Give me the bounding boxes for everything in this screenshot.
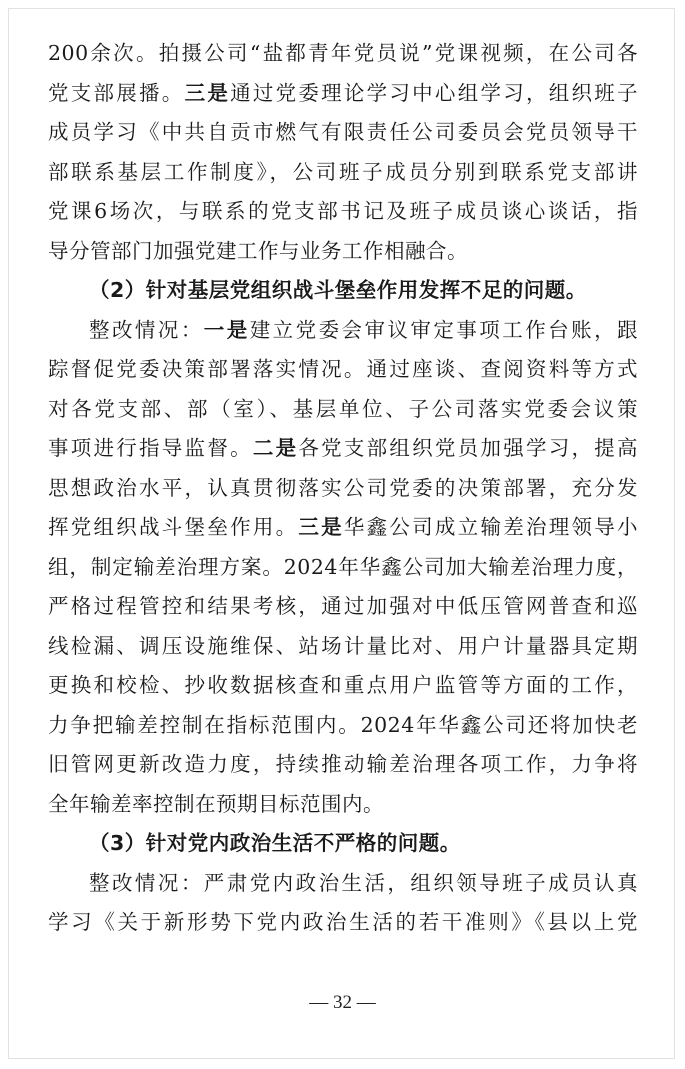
text-line xyxy=(48,587,638,627)
text-run: 思想政治水平，认真贯彻落实公司党委的决策部署，充分发 xyxy=(48,475,638,500)
text-line xyxy=(48,706,638,746)
bold-text-run: 三是 xyxy=(184,80,231,105)
text-line xyxy=(48,232,638,272)
text-line xyxy=(48,627,638,667)
bold-text-run: 三是 xyxy=(298,515,344,539)
text-run: 华鑫公司成立输差治理领导小 xyxy=(343,515,639,539)
text-run: 党支部展播。 xyxy=(48,80,185,105)
text-line xyxy=(48,864,638,904)
text-run: 对各党支部、部（室）、基层单位、子公司落实党委会议策 xyxy=(48,396,638,421)
text-run: 全年输差率控制在预期目标范围内。 xyxy=(48,791,384,816)
text-line xyxy=(48,153,638,193)
text-run: 踪督促党委决策部署落实情况。通过座谈、查阅资料等方式 xyxy=(48,357,638,381)
text-line xyxy=(48,74,638,114)
page-number: — 32 — xyxy=(309,992,376,1013)
text-line xyxy=(48,113,638,153)
bold-text-run: （3）针对党内政治生活不严格的问题。 xyxy=(89,831,461,855)
text-run: 事项进行指导监督。 xyxy=(48,436,253,460)
text-run: 力争把输差控制在指标范围内。2024年华鑫公司还将加快老 xyxy=(48,712,638,737)
text-run: 成员学习《中共自贡市燃气有限责任公司委员会党员领导干 xyxy=(48,120,638,144)
text-run: 组，制定输差治理方案。2024年华鑫公司加大输差治理力度， xyxy=(48,554,638,579)
text-line xyxy=(48,548,638,588)
text-run: 通过党委理论学习中心组学习，组织班子 xyxy=(230,80,639,105)
text-run: 旧管网更新改造力度，持续推动输差治理各项工作，力争将 xyxy=(48,752,638,776)
text-line xyxy=(48,192,638,232)
text-line xyxy=(48,469,638,509)
text-line xyxy=(48,903,638,943)
section-heading xyxy=(48,824,638,864)
bold-text-run: （2）针对基层党组织战斗堡垒作用发挥不足的问题。 xyxy=(89,278,587,302)
text-run: 严格过程管控和结果考核，通过加强对中低压管网普查和巡 xyxy=(48,594,638,618)
body-text xyxy=(48,34,638,943)
text-run: 学习《关于新形势下党内政治生活的若干准则》《县以上党 xyxy=(48,910,638,934)
text-run: 党课6场次，与联系的党支部书记及班子成员谈心谈话，指 xyxy=(48,199,638,223)
text-run: 建立党委会审议审定事项工作台账，跟 xyxy=(249,317,639,342)
bold-text-run: 二是 xyxy=(252,436,299,460)
text-line xyxy=(48,745,638,785)
text-run: 更换和校检、抄收数据核查和重点用户监管等方面的工作， xyxy=(48,673,638,697)
bold-text-run: 一是 xyxy=(203,317,250,342)
text-run: 线检漏、调压设施维保、站场计量比对、用户计量器具定期 xyxy=(48,633,638,658)
text-line xyxy=(48,34,638,74)
text-run: 挥党组织战斗堡垒作用。 xyxy=(48,515,299,539)
text-line xyxy=(48,350,638,390)
text-line xyxy=(48,508,638,548)
text-line xyxy=(48,785,638,825)
text-line xyxy=(48,429,638,469)
text-run: 整改情况： xyxy=(89,317,204,342)
text-run: 部联系基层工作制度》，公司班子成员分别到联系党支部讲 xyxy=(48,159,638,184)
text-run: 200余次。拍摄公司“盐都青年党员说”党课视频，在公司各 xyxy=(48,41,638,65)
text-line xyxy=(48,666,638,706)
text-run: 各党支部组织党员加强学习，提高 xyxy=(298,436,639,460)
section-heading xyxy=(48,271,638,311)
text-run: 整改情况：严肃党内政治生活，组织领导班子成员认真 xyxy=(89,870,638,895)
text-line xyxy=(48,390,638,430)
text-line xyxy=(48,311,638,351)
text-run: 导分管部门加强党建工作与业务工作相融合。 xyxy=(48,238,468,263)
